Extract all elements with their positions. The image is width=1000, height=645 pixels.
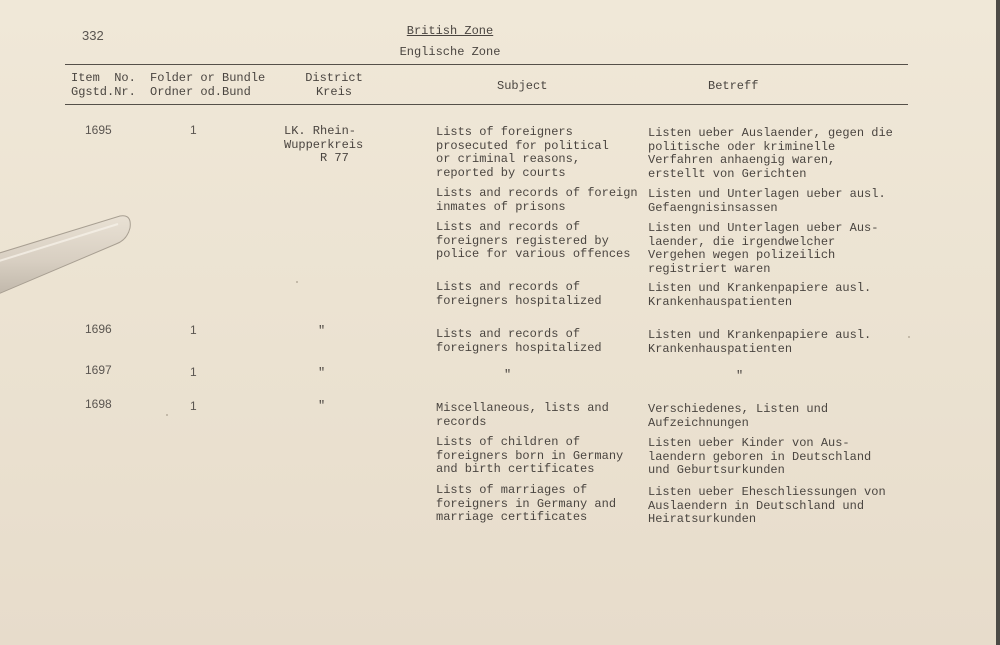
subject-cell: Lists and records of foreigners hospitalized (436, 280, 602, 308)
subject-cell: " (504, 368, 512, 382)
col-folder-header-1: Folder or Bundle (150, 71, 266, 85)
col-district-header-2: Kreis (315, 85, 352, 99)
subject-cell: Miscellaneous, lists and records (436, 401, 609, 429)
page-title: British Zone (406, 24, 494, 38)
betreff-cell: Listen und Unterlagen ueber Aus- laender, die irgendwelcher Vergehen wegen polizeilich registriert waren (648, 221, 879, 276)
col-betreff-header: Betreff (708, 79, 759, 93)
paper-speck (296, 281, 298, 283)
subject-cell: Lists of foreigners prosecuted for political or criminal reasons, reported by courts (436, 125, 609, 180)
folder-number: 1 (190, 123, 197, 137)
item-number: 1698 (85, 397, 112, 411)
col-district-header-1: District (305, 71, 363, 85)
page-number: 332 (82, 28, 104, 43)
subject-cell: Lists and records of foreign inmates of prisons (436, 186, 638, 214)
folder-number: 1 (190, 323, 197, 337)
district-cell: " (318, 366, 326, 380)
subject-cell: Lists of marriages of foreigners in Germany and marriage certificates (436, 483, 617, 524)
paper-speck (166, 414, 168, 416)
pen-tip-icon (0, 210, 140, 320)
betreff-cell: Listen ueber Auslaender, gegen die politische oder kriminelle Verfahren anhaengig waren, erstellt von Gerichten (648, 126, 893, 181)
page-subtitle: Englische Zone (399, 45, 501, 59)
betreff-cell: Listen und Krankenpapiere ausl. Krankenhauspatienten (648, 328, 872, 356)
header-top-rule (65, 64, 908, 65)
col-item-header-2: Ggstd.Nr. (71, 85, 136, 99)
header-bottom-rule (65, 104, 908, 105)
folder-number: 1 (190, 365, 197, 379)
subject-cell: Lists and records of foreigners registered by police for various offences (436, 220, 631, 261)
col-folder-header-2: Ordner od.Bund (150, 85, 251, 99)
betreff-cell: Listen ueber Kinder von Aus- laendern geboren in Deutschland und Geburtsurkunden (648, 436, 872, 477)
district-cell: LK. Rhein- Wupperkreis R 77 (284, 124, 364, 165)
betreff-cell: Listen ueber Eheschliessungen von Auslaendern in Deutschland und Heiratsurkunden (648, 485, 886, 526)
item-number: 1696 (85, 322, 112, 336)
betreff-cell: Listen und Krankenpapiere ausl. Krankenhauspatienten (648, 281, 872, 309)
district-cell: " (318, 399, 326, 413)
paper-speck (908, 336, 910, 338)
folder-number: 1 (190, 399, 197, 413)
item-number: 1697 (85, 363, 112, 377)
district-cell: " (318, 324, 326, 338)
col-subject-header: Subject (497, 79, 548, 93)
item-number: 1695 (85, 123, 112, 137)
col-item-header-1: Item No. (71, 71, 136, 85)
betreff-cell: " (736, 369, 744, 383)
betreff-cell: Verschiedenes, Listen und Aufzeichnungen (648, 402, 829, 430)
subject-cell: Lists and records of foreigners hospitalized (436, 327, 602, 355)
betreff-cell: Listen und Unterlagen ueber ausl. Gefaengnisinsassen (648, 187, 886, 215)
subject-cell: Lists of children of foreigners born in Germany and birth certificates (436, 435, 624, 476)
